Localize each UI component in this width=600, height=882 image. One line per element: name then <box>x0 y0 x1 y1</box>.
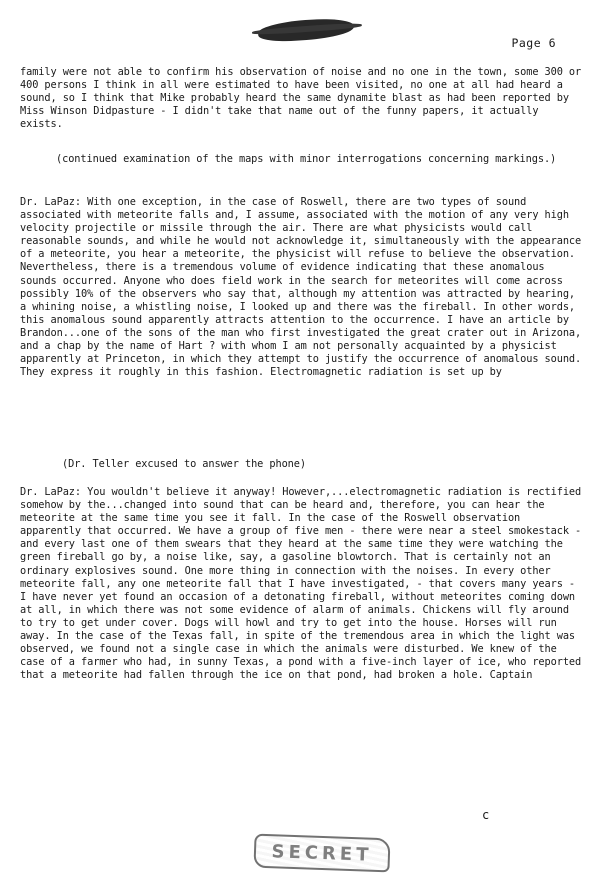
paragraph-stage-note-maps: (continued examination of the maps with minor interrogations concerning markings.) <box>56 153 557 165</box>
classification-stamp: SECRET <box>253 834 390 873</box>
paragraph-stage-note-phone: (Dr. Teller excused to answer the phone) <box>62 458 306 470</box>
redaction-mark <box>257 17 354 44</box>
page-number: Page 6 <box>511 36 556 50</box>
paragraph-lapaz-radiation: Dr. LaPaz: You wouldn't believe it anyway! However,...electromagnetic radiation is rectified somehow by the...changed into sound that can be heard and, therefore, you can hear the meteorite at the same time you see it fall. In the case of the Roswell observation apparently that occurred. We have a group of five men - there were near a steel smokestack - and every last one of them swears that they heard at the same time they were watching the green fireball go by, a noise like, say, a gasoline blowtorch. That is certainly not an ordinary explosives sound. One more thing in connection with the noises. In every other meteorite fall, any one meteorite fall that I have investigated, - that covers many years - I have never yet found an occasion of a detonating fireball, without meteorites coming down at all, in which there was not some evidence of alarm of animals. Chickens will fly around to try to get under cover. Dogs will howl and try to get into the house. Horses will run away. In the case of the Texas fall, in spite of the tremendous area in which the light was observed, we found not a single case in which the animals were disturbed. We knew of the case of a farmer who had, in sunny Texas, a pond with a five-inch layer of ice, who reported that a meteorite had fallen through the ice on that pond, had broken a hole. Captain <box>20 486 588 682</box>
paragraph-continued: family were not able to confirm his observation of noise and no one in the town, some 300 or 400 persons I think in all were estimated to have been visited, no one at all had heard a sound, so I think that Mike probably heard the same dynamite blast as had been reported by Miss Winson Didpasture - I didn't take that name out of the funny papers, it actually exists. <box>20 66 588 131</box>
paragraph-lapaz-sounds: Dr. LaPaz: With one exception, in the case of Roswell, there are two types of sound associated with meteorite falls and, I assume, associated with the motion of any very high velocity projectile or missile through the air. There are what physicists would call reasonable sounds, and while he would not acknowledge it, simultaneously with the appearance of a meteorite, you hear a meteorite, the physicist will refuse to believe the observation. Nevertheless, there is a tremendous volume of evidence indicating that these anomalous sounds occurred. Anyone who does field work in the search for meteorites will come across possibly 10% of the observers who say that, although my attention was attracted by hearing, a whining noise, a whistling noise, I looked up and there was the fireball. In other words, this anomalous sound apparently attracts attention to the occurrence. I have an article by Brandon...one of the sons of the man who first investigated the great crater out in Arizona, and a chap by the name of Hart ? with whom I am not personally acquainted by a physicist apparently at Princeton, in which they attempt to justify the occurrence of anomalous sound. They express it roughly in this fashion. Electromagnetic radiation is set up by <box>20 196 588 379</box>
handwritten-mark: c <box>482 808 490 822</box>
